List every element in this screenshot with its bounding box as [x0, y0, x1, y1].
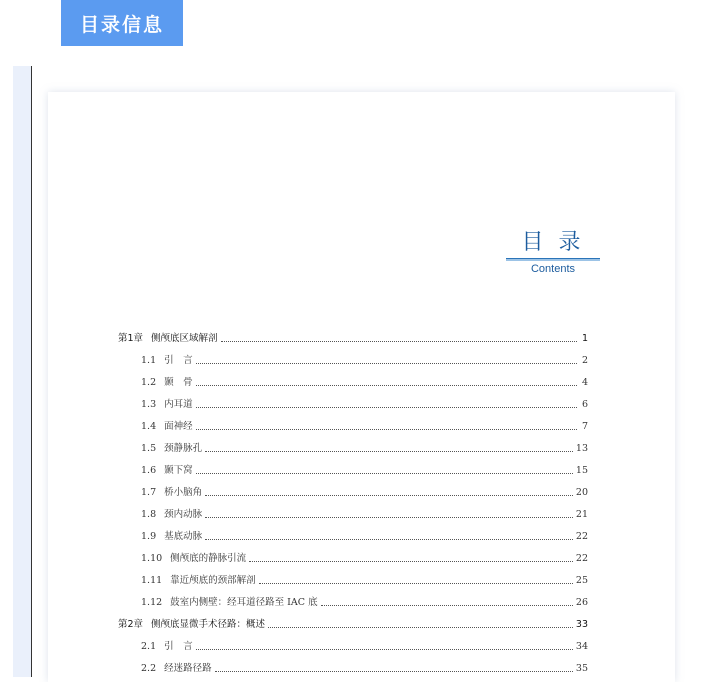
- toc-page-number: 2: [581, 355, 588, 366]
- toc-entry-number: 1.12: [141, 597, 163, 608]
- toc-dot-leader: [196, 648, 573, 650]
- toc-entry-title: 侧颅底区域解剖: [151, 333, 218, 344]
- toc-page-number: 21: [575, 509, 588, 520]
- toc-dot-leader: [196, 406, 577, 408]
- toc-section-row[interactable]: [118, 636, 588, 658]
- toc-chapter-row[interactable]: [118, 614, 588, 636]
- toc-section-row[interactable]: [118, 548, 588, 570]
- toc-entry-title: 侧颅底显微手术径路：概述: [151, 619, 266, 630]
- toc-entry-title: 侧颅底的静脉引流: [170, 553, 247, 564]
- toc-entry-number: 第2章: [118, 619, 144, 630]
- toc-dot-leader: [205, 494, 573, 496]
- toc-list: [118, 328, 588, 680]
- toc-title-rule: [506, 258, 600, 261]
- toc-entry-number: 1.11: [141, 575, 163, 586]
- toc-entry-title: 经迷路径路: [164, 663, 212, 674]
- toc-entry-number: 1.2: [141, 377, 157, 388]
- toc-entry-number: 1.3: [141, 399, 157, 410]
- toc-section-row[interactable]: [118, 482, 588, 504]
- toc-entry-title: 桥小脑角: [164, 487, 203, 498]
- toc-dot-leader: [268, 626, 573, 628]
- toc-entry-number: 第1章: [118, 333, 144, 344]
- toc-page-number: 22: [575, 531, 588, 542]
- toc-page-number: 13: [575, 443, 588, 454]
- toc-entry-title: 鼓室内侧壁：经耳道径路至 IAC 底: [170, 597, 318, 608]
- toc-dot-leader: [205, 516, 573, 518]
- toc-dot-leader: [259, 582, 573, 584]
- toc-section-row[interactable]: [118, 592, 588, 614]
- toc-page-number: 33: [575, 619, 588, 630]
- toc-entry-number: 1.4: [141, 421, 157, 432]
- toc-page-number: 6: [581, 399, 588, 410]
- toc-page-number: 25: [575, 575, 588, 586]
- toc-entry-title: 引 言: [164, 641, 193, 652]
- toc-page-number: 20: [575, 487, 588, 498]
- toc-page-number: 34: [575, 641, 588, 652]
- toc-page-number: 35: [575, 663, 588, 674]
- toc-dot-leader: [196, 384, 577, 386]
- toc-section-row[interactable]: [118, 372, 588, 394]
- left-margin-line: [31, 66, 32, 677]
- toc-entry-title: 靠近颅底的颈部解剖: [170, 575, 256, 586]
- toc-entry-number: 1.7: [141, 487, 157, 498]
- toc-section-row[interactable]: [118, 416, 588, 438]
- toc-entry-title: 基底动脉: [164, 531, 203, 542]
- toc-chapter-row[interactable]: [118, 328, 588, 350]
- toc-section-row[interactable]: [118, 526, 588, 548]
- toc-entry-number: 1.10: [141, 553, 163, 564]
- toc-entry-number: 1.6: [141, 465, 157, 476]
- toc-page-number: 1: [581, 333, 588, 344]
- section-header-badge: 目录信息: [61, 0, 183, 46]
- toc-entry-title: 引 言: [164, 355, 193, 366]
- toc-entry-title: 内耳道: [164, 399, 193, 410]
- toc-section-row[interactable]: [118, 394, 588, 416]
- toc-page-number: 22: [575, 553, 588, 564]
- toc-section-row[interactable]: [118, 460, 588, 482]
- toc-dot-leader: [196, 362, 577, 364]
- toc-entry-number: 2.2: [141, 663, 157, 674]
- toc-section-row[interactable]: [118, 350, 588, 372]
- toc-dot-leader: [205, 538, 573, 540]
- toc-dot-leader: [321, 604, 573, 606]
- toc-dot-leader: [249, 560, 573, 562]
- toc-dot-leader: [215, 670, 573, 672]
- toc-dot-leader: [205, 450, 573, 452]
- toc-section-row[interactable]: [118, 570, 588, 592]
- toc-page-number: 7: [581, 421, 588, 432]
- toc-dot-leader: [196, 472, 573, 474]
- toc-entry-number: 2.1: [141, 641, 157, 652]
- toc-entry-title: 颞 骨: [164, 377, 193, 388]
- toc-entry-title: 颞下窝: [164, 465, 193, 476]
- toc-dot-leader: [196, 428, 577, 430]
- toc-section-row[interactable]: [118, 438, 588, 460]
- toc-dot-leader: [221, 340, 577, 342]
- toc-entry-number: 1.9: [141, 531, 157, 542]
- toc-page-number: 26: [575, 597, 588, 608]
- toc-page-number: 15: [575, 465, 588, 476]
- toc-section-row[interactable]: [118, 504, 588, 526]
- toc-entry-number: 1.8: [141, 509, 157, 520]
- toc-entry-title: 面神经: [164, 421, 193, 432]
- toc-title: 目 录: [521, 230, 585, 255]
- toc-page-number: 4: [581, 377, 588, 388]
- toc-entry-title: 颈内动脉: [164, 509, 203, 520]
- toc-entry-title: 颈静脉孔: [164, 443, 203, 454]
- toc-entry-number: 1.1: [141, 355, 157, 366]
- left-margin-strip: [13, 66, 31, 677]
- toc-subtitle: Contents: [530, 263, 576, 275]
- toc-entry-number: 1.5: [141, 443, 157, 454]
